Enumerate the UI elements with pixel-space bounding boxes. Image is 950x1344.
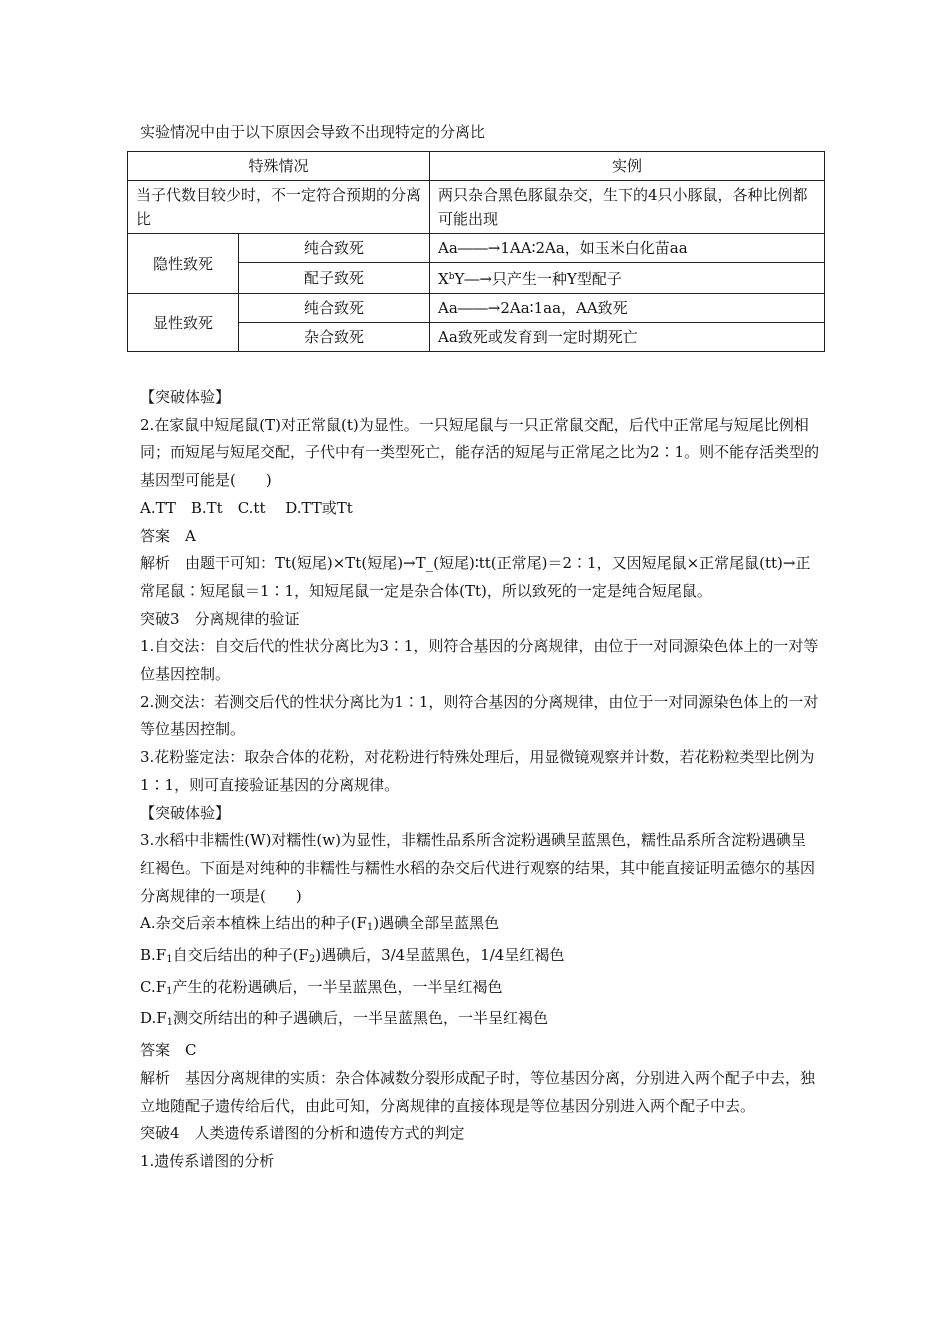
section-title: 突破3 分离规律的验证 — [140, 609, 300, 628]
document-body — [140, 384, 820, 1176]
question-stem: 2.在家鼠中短尾鼠(T)对正常鼠(t)为显性。一只短尾鼠与一只正常鼠交配，后代中正常尾与短尾比例相同；而短尾与短尾交配，子代中有一类型死亡，能存活的短尾与正常尾之比为2∶1。则不能存活类型的基因型可能是( ) — [140, 415, 820, 490]
cell-dominant-label: 显性致死 — [128, 294, 239, 352]
header-example: 实例 — [430, 152, 825, 181]
answer-line: 答案 A — [140, 526, 196, 545]
list-item: 3.花粉鉴定法：取杂合体的花粉，对花粉进行特殊处理后，用显微镜观察并计数，若花粉粒类型比例为1∶1，则可直接验证基因的分离规律。 — [140, 748, 815, 794]
table-row — [128, 234, 825, 263]
section-title: 突破4 人类遗传系谱图的分析和遗传方式的判定 — [140, 1124, 465, 1143]
table-row — [128, 294, 825, 323]
special-cases-table — [127, 151, 825, 352]
option-c: $C.F_1$产生的花粉遇碘后，一半呈蓝黑色，一半呈红褐色 — [140, 977, 503, 997]
header-condition: 特殊情况 — [128, 152, 430, 181]
question-options: A.TT B.Tt C.tt D.TT或Tt — [140, 498, 353, 517]
cell-type: 杂合致死 — [239, 323, 430, 352]
cell-type: 纯合致死 — [239, 294, 430, 323]
cell-type: 纯合致死 — [239, 234, 430, 263]
analysis-paragraph: 解析 由题干可知：Tt(短尾)×Tt(短尾)→T_(短尾)∶tt(正常尾)＝2∶1，又因短尾鼠×正常尾鼠(tt)→正常尾鼠∶短尾鼠＝1∶1，知短尾鼠一定是杂合体(Tt)，所以致死的一定是纯合短尾鼠。 — [140, 554, 811, 600]
table-intro: 实验情况中由于以下原因会导致不出现特定的分离比 — [140, 123, 486, 141]
cell-condition: 当子代数目较少时，不一定符合预期的分离比 — [128, 181, 430, 234]
list-item: 2.测交法：若测交后代的性状分离比为1∶1，则符合基因的分离规律，由位于一对同源染色体上的一对等位基因控制。 — [140, 692, 819, 739]
cell-type: 配子致死 — [239, 263, 430, 294]
cell-recessive-label: 隐性致死 — [128, 234, 239, 294]
cell-example: Aa――→2Aa∶1aa，AA致死 — [430, 294, 825, 323]
question-stem: 3.水稻中非糯性(W)对糯性(w)为显性，非糯性品系所含淀粉遇碘呈蓝黑色，糯性品系所含淀粉遇碘呈红褐色。下面是对纯种的非糯性与糯性水稻的杂交后代进行观察的结果，其中能直接证明孟德尔的基因分离规律的一项是( ) — [140, 831, 816, 905]
option-b: $B.F_1$自交后结出的种子$(F_2)$遇碘后，3/4呈蓝黑色，1/4呈红褐色 — [140, 946, 565, 966]
cell-example: Aa――→1AA∶2Aa，如玉米白化苗aa — [430, 234, 825, 263]
option-a: A.杂交后亲本植株上结出的种子$(F_1)$遇碘全部呈蓝黑色 — [140, 914, 500, 934]
list-item: 1.遗传系谱图的分析 — [140, 1151, 275, 1170]
cell-example: 两只杂合黑色豚鼠杂交，生下的4只小豚鼠，各种比例都可能出现 — [430, 181, 825, 234]
analysis-paragraph: 解析 基因分离规律的实质：杂合体减数分裂形成配子时，等位基因分离，分别进入两个配子中去，独立地随配子遗传给后代，由此可知，分离规律的直接体现是等位基因分别进入两个配子中去。 — [140, 1068, 816, 1115]
list-item: 1.自交法：自交后代的性状分离比为3∶1，则符合基因的分离规律，由位于一对同源染色体上的一对等位基因控制。 — [140, 637, 819, 684]
section-heading: 【突破体验】 — [140, 803, 231, 822]
table-header-row — [128, 152, 825, 181]
answer-line: 答案 C — [140, 1041, 197, 1060]
cell-example: $X^bY―\to$只产生一种Y型配子 — [430, 263, 825, 294]
option-d: $D.F_1$测交所结出的种子遇碘后，一半呈蓝黑色，一半呈红褐色 — [140, 1009, 549, 1029]
section-heading: 【突破体验】 — [140, 388, 231, 406]
table-row — [128, 181, 825, 234]
cell-example: Aa致死或发育到一定时期死亡 — [430, 323, 825, 352]
